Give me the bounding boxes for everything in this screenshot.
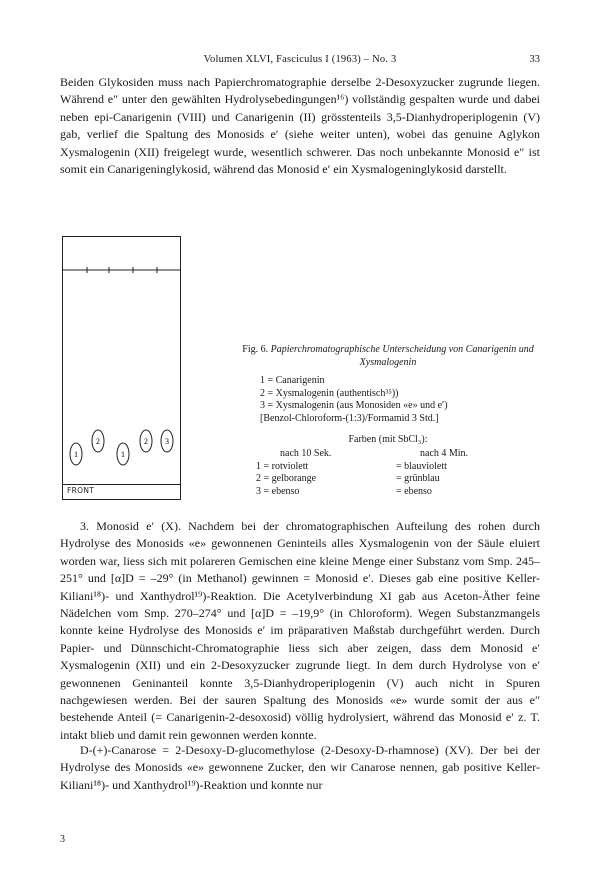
front-label: FRONT xyxy=(67,486,95,495)
journal-header: Volumen XLVI, Fasciculus I (1963) – No. 3 xyxy=(203,54,397,65)
colors-title: Farben (mit SbCl₃): xyxy=(348,434,428,446)
legend-item: [Benzol-Chloroform-(1:3)/Formamid 3 Std.] xyxy=(260,412,439,424)
color-cell: 3 = ebenso xyxy=(256,485,300,497)
caption-number: Fig. 6. xyxy=(242,344,269,355)
spot-label: 1 xyxy=(74,450,78,459)
page-number: 33 xyxy=(529,54,540,65)
legend-item: 1 = Canarigenin xyxy=(260,375,325,386)
paragraph-1: Beiden Glykosiden muss nach Papierchromatographie derselbe 2-Desoxyzucker zugrunde liegen. Während e″ unter den gewählten Hydrolysebedingungen¹⁶) vollständig gespalten wurde und dabei neben epi-Canarigenin (VIII) und Canarigenin (II) grösstenteils 3,5-Dianhydroperiplogenin (V) gab, verlief die Spaltung des Monosids e′ (siehe weiter unten), wobei das genuine Aglykon Xysmalogenin (XII) freigelegt wurde, wesentlich schwerer. Das noch unbekannte Monosid e″ ist somit ein Canarigeninglykosid, während das Monosid e′ ein Xysmalogeninglykosid darstellt. xyxy=(60,75,540,177)
spot-label: 1 xyxy=(121,450,125,459)
colors-table-row xyxy=(256,473,544,485)
colors-table-header xyxy=(256,448,544,460)
color-cell: = grünblau xyxy=(396,473,440,485)
colors-table-row xyxy=(256,486,544,498)
column-header: nach 4 Min. xyxy=(420,448,469,460)
chromatogram-figure xyxy=(62,236,181,500)
paragraph-3: D-(+)-Canarose = 2-Desoxy-D-glucomethylose (2-Desoxy-D-rhamnose) (XV). Der bei der Hydrolyse des Monosids «e» gewonnene Zucker, den wir Canarose nennen, gab positive Keller-Kiliani¹⁸)- und Xanthydrol¹⁹)-Reaktion und konnte nur xyxy=(60,743,540,792)
color-cell: 1 = rotviolett xyxy=(256,460,309,472)
legend-item: 3 = Xysmalogenin (aus Monosiden «e» und e′) xyxy=(260,400,448,412)
color-cell: = blauviolett xyxy=(396,460,447,472)
spot-label: 3 xyxy=(165,437,169,446)
chromatogram-drawing xyxy=(63,237,180,499)
spot-label: 2 xyxy=(96,437,100,446)
paragraph-2: 3. Monosid e′ (X). Nachdem bei der chromatographischen Aufteilung des rohen durch Hydrolyse des Monosids «e» gewonnenen Geninteils alles Xysmalogenin von der Säule eluiert worden war, liess sich mit polareren Gemischen eine kleine Menge einer Substanz vom Smp. 245–251° und [α]D = –29° (in Methanol) gewinnen = Monosid e′. Dieses gab eine positive Keller-Kiliani¹⁸)- und Xanthydrol¹⁹)-Reaktion. Die Acetylverbindung XI gab aus Aceton-Äther feine Nädelchen vom Smp. 270–274° und [α]D = –19,9° (in Chloroform). Wegen Substanzmangels konnte keine Hydrolyse des Monosids e′ im präparativen Maßstab durchgeführt werden. Durch Papier- und Dünnschicht-Chromatographie liess sich aber zeigen, dass dem Monosid e′ Xysmalogenin (XII) und ein 2-Desoxyzucker zugrunde liegt. In dem durch Hydrolyse von e′ gewonnenen Geninanteil konnte 3,5-Dianhydroperiplogenin (V) auch nicht in Spuren nachgewiesen werden. Bei der sauren Spaltung des Monosids «e» wurde somit der aus e″ bestehende Anteil (= Canarigenin-2-desoxosid) völlig hydrolysiert, während das Monosid e′ z. T. intakt blieb und damit rein gewonnen werden konnte. xyxy=(60,519,540,742)
front-line xyxy=(63,484,180,485)
caption-title-line xyxy=(232,343,544,369)
color-cell: = ebenso xyxy=(396,485,432,497)
colors-table xyxy=(256,448,544,498)
caption-title: Papierchromatographische Unterscheidung von Canarigenin und Xysmalogenin xyxy=(270,344,534,368)
figure-caption xyxy=(232,343,544,498)
caption-legend xyxy=(260,375,544,425)
color-cell: 2 = gelborange xyxy=(256,473,317,485)
column-header: nach 10 Sek. xyxy=(280,448,332,460)
spot-label: 2 xyxy=(144,437,148,446)
signature-mark: 3 xyxy=(60,834,65,845)
legend-item: 2 = Xysmalogenin (authentisch³⁵)) xyxy=(260,387,399,399)
colors-table-row xyxy=(256,461,544,473)
